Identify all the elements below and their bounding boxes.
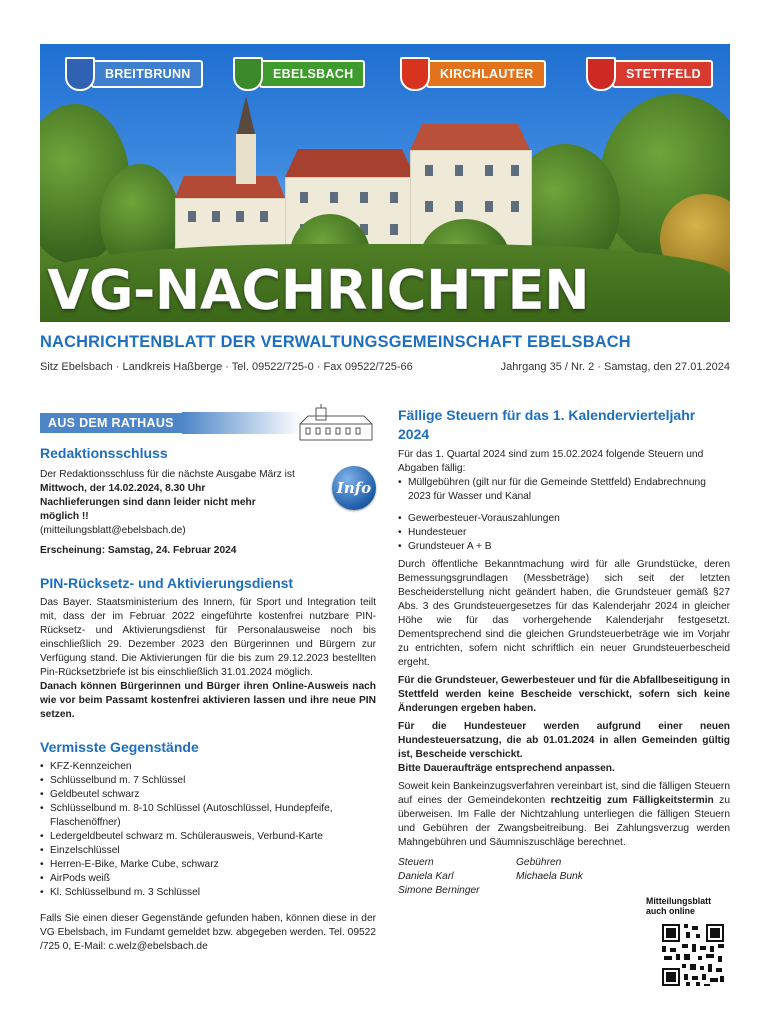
qr-label: Mitteilungsblatt auch online (646, 896, 711, 916)
issue-line: Jahrgang 35 / Nr. 2 · Samstag, den 27.01.2024 (500, 361, 730, 373)
steuern-bold-1: Für die Grundsteuer, Gewerbesteuer und für die Abfallbeseitigung in Stettfeld werden keine Bescheide verschickt, sofern sich keine Änderungen ergeben haben. (398, 675, 730, 714)
steuern-bold-2: Für die Hundesteuer werden aufgrund einer neuen Hundesteuersatzung, die ab 01.01.2024 in allen Gemeinden gültig ist, Bescheide verschickt. (398, 721, 730, 760)
breitbrunn-crest-icon (65, 57, 95, 91)
steuern-bold-3: Bitte Daueraufträge entsprechend anpassen. (398, 763, 615, 774)
steuern-list-1 (398, 476, 730, 504)
list-item: • Müllgebühren (gilt nur für die Gemeinde Stettfeld) Endabrechnung 2023 für Wasser und Kanal (398, 476, 730, 504)
steuern-intro: Für das 1. Quartal 2024 sind zum 15.02.2024 folgende Steuern und Abgaben fällig: (398, 449, 704, 474)
vermisst-heading: Vermisste Gegenstände (40, 739, 199, 755)
contacts: Steuern Daniela Karl Simone Berninger Gebühren Michaela Bunk (398, 857, 583, 896)
pin-body: Das Bayer. Staatsministerium des Innern, für Sport und Integration teilt mit, dass der im Februar 2022 eingeführte kostenfrei nutzbare PIN-Rücksetz- und Aktivierungsdienst für Personalausweise noch bis einschließlich 29. Dezember 2023 den Bürgerinnen und Bürgern zur Verfügung stand. Die Aktivierungen für die bis zum 29.12.2023 bestellten Pin-Rücksetzbriefe ist bis einschließlich 31.01.2024 möglich. (40, 597, 376, 678)
left-column: AUS DEM RATHAUS Redaktionsschluss Der Redaktionsschluss für die nächste Ausgabe März ist Mittwoch, der 14.02.2024, 8.30 Uhr Nachlieferungen sind dann leider nicht mehr möglich !! (mitteilungsblatt@ebelsbach.de) Erscheinung: Samstag, 24. Februar 2024 Info PIN-Rücksetz- und Aktivierungsdienst Das Bayer. Staatsministerium des Innern, für Sport und Integration teilt mit, dass der im Februar 2022 eingeführte kostenfrei nutzbare PIN-Rücksetz- und Aktivierungsdienst für Personalausweise noch bis einschließlich 29. Dezember 2023 den Bürgerinnen und Bürgern zur Verfügung stand. Die Aktivierungen für die bis zum 29.12.2023 bestellten Pin-Rücksetzbriefe ist bis einschließlich 31.01.2024 möglich. Danach können Bürgerinnen und Bürger ihren Online-Ausweis nach wie vor beim Passamt kostenfrei aktivieren lassen und ihre neue PIN setzen. Vermisste Gegenstände • KFZ-Kennzeichen • Schlüsselbund m. 7 Schlüssel • Geldbeutel schwarz • Schlüsselbund m. 8-10 Schlüssel (Autoschlüssel, Hundepfeife, Flaschenöffner) • Ledergeldbeutel schwarz m. Schülerausweis, Verbund-Karte • Einzelschlüssel • Herren-E-Bike, Marke Cube, schwarz • AirPods weiß • Kl. Schlüsselbund m. 3 Schlüssel Falls Sie einen dieser Gegenstände gefunden haben, können diese in der VG Ebelsbach, im Fundamt gemeldet bzw. abgegeben werden. Tel. 09522 /725 0, E-Mail: c.welz@ebelsbach.de (40, 412, 376, 954)
list-item: • Einzelschlüssel (40, 844, 376, 858)
qr-code-icon[interactable] (660, 922, 726, 988)
list-item: • Schlüsselbund m. 8-10 Schlüssel (Autoschlüssel, Hundepfeife, Flaschenöffner) (40, 802, 376, 830)
list-item: • Gewerbesteuer-Vorauszahlungen (398, 512, 730, 526)
list-item: • Kl. Schlüsselbund m. 3 Schlüssel (40, 886, 376, 900)
section-tag: AUS DEM RATHAUS (40, 413, 182, 433)
badge-kirchlauter[interactable]: KIRCHLAUTER (400, 60, 546, 88)
list-item: • Hundesteuer (398, 526, 730, 540)
badge-stettfeld[interactable]: STETTFELD (586, 60, 713, 88)
newsletter-subtitle: NACHRICHTENBLATT DER VERWALTUNGSGEMEINSCHAFT EBELSBACH (40, 333, 631, 351)
steuern-para-2: Soweit kein Bankeinzugsverfahren vereinbart ist, sind die fälligen Steuern auf eines der Gemeindekonten rechtzeitig zum Fälligkeitstermin zu überweisen. Im Falle der Nichtzahlung unterliegen die fälligen Steuern und Gebühren der Zwangsbeitreibung. Bei Zahlungsverzug werden Mahngebühren und Säumniszuschläge berechnet. (398, 781, 730, 848)
list-item: • Ledergeldbeutel schwarz m. Schülerausweis, Verbund-Karte (40, 830, 376, 844)
badge-breitbrunn[interactable]: BREITBRUNN (65, 60, 203, 88)
redaktion-email[interactable]: (mitteilungsblatt@ebelsbach.de) (40, 525, 186, 536)
steuern-para-1: Durch öffentliche Bekanntmachung wird für alle Grundstücke, deren Bemessungsgrundlagen (Messbeträge) sich seit der letzten Bescheiderstellung nicht geändert haben, die Grundsteuer gemäß §27 Abs. 3 des Grundsteuergesetzes für das Kalenderjahr 2024 in gleicher Höhe wie für das vorhergehende Kalenderjahr festgesetzt. Dementsprechend sind die gleichen Grundsteuerbeträge wie im Vorjahr zu entrichten, sofern nicht schriftlich ein neuer Grundsteuerbescheid ergeht. (398, 559, 730, 668)
pin-heading: PIN-Rücksetz- und Aktivierungsdienst (40, 575, 294, 591)
stettfeld-crest-icon (586, 57, 616, 91)
address-line: Sitz Ebelsbach · Landkreis Haßberge · Tel. 09522/725-0 · Fax 09522/725-66 (40, 361, 413, 373)
list-item: • AirPods weiß (40, 872, 376, 886)
masthead-title: VG-NACHRICHTEN (47, 258, 589, 322)
right-column (398, 406, 730, 898)
steuern-heading: Fällige Steuern für das 1. Kalendervierteljahr 2024 (398, 407, 696, 442)
list-item: • Grundsteuer A + B (398, 540, 730, 554)
ebelsbach-crest-icon (233, 57, 263, 91)
redaktion-heading: Redaktionsschluss (40, 445, 168, 461)
list-item: • KFZ-Kennzeichen (40, 760, 376, 774)
list-item: • Herren-E-Bike, Marke Cube, schwarz (40, 858, 376, 872)
vermisst-footer: Falls Sie einen dieser Gegenstände gefunden haben, können diese in der VG Ebelsbach, im Fundamt gemeldet bzw. abgegeben werden. Tel. 09522 /725 0, E-Mail: c.welz@ebelsbach.de (40, 913, 376, 952)
kirchlauter-crest-icon (400, 57, 430, 91)
townhall-icon (296, 404, 376, 442)
vermisst-list (40, 760, 376, 900)
badge-ebelsbach[interactable]: EBELSBACH (233, 60, 365, 88)
info-icon: Info (332, 466, 376, 510)
pin-bold: Danach können Bürgerinnen und Bürger ihren Online-Ausweis nach wie vor beim Passamt kostenfrei aktivieren lassen und ihre neue PIN setzen. (40, 681, 376, 720)
list-item: • Schlüsselbund m. 7 Schlüssel (40, 774, 376, 788)
list-item: • Geldbeutel schwarz (40, 788, 376, 802)
steuern-list-2 (398, 512, 730, 554)
